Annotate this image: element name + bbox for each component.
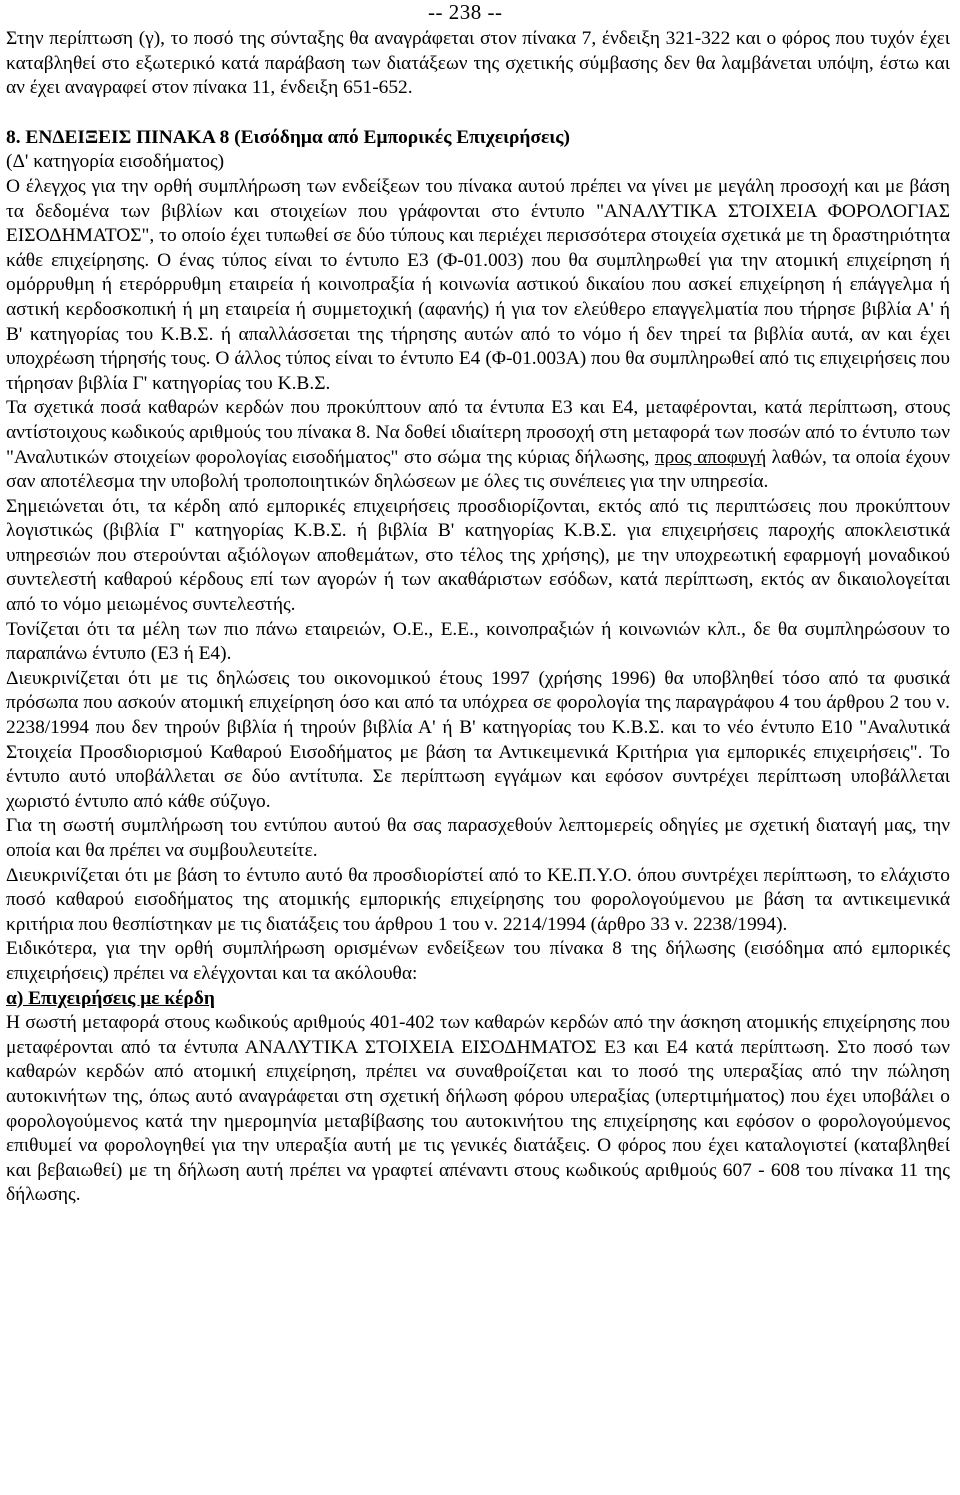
paragraph-specific-checks: Ειδικότερα, για την ορθή συμπλήρωση ορισμένων ενδείξεων του πίνακα 8 της δήλωσης (εισόδημα από εμπορικές επιχειρήσεις) πρέπει να ελέγχονται και τα ακόλουθα:: [6, 938, 950, 984]
subsection-heading-profits: α) Επιχειρήσεις με κέρδη: [6, 987, 215, 1009]
paragraph-transfer-amounts-start: Τα σχετικά ποσά καθαρών κερδών που προκύπτουν από τα έντυπα Ε3 και Ε4, μεταφέρονται, κατά περίπτωση, στους αντίστοιχους κωδικούς αριθμούς του πίνακα 8. Να δοθεί ιδιαίτερη προσοχή στη μεταφορά των ποσών από το έντυπο των "Αναλυτικών στοιχείων φορολογίας εισοδήματος" στο σώμα της κύριας δήλωσης,: [6, 397, 950, 468]
paragraph-pension-case: Στην περίπτωση (γ), το ποσό της σύνταξης θα αναγράφεται στον πίνακα 7, ένδειξη 321-322 και ο φόρος που τυχόν έχει καταβληθεί στο εξωτερικό κατά παράβαση των διατάξεων της σχετικής σύμβασης δεν θα λαμβάνεται υπόψη, έστω και αν έχει αναγραφεί στον πίνακα 11, ένδειξη 651-652.: [6, 28, 950, 99]
paragraph-transfer-amounts-end: λαθών, τα οποία έχουν σαν αποτέλεσμα την υποβολή τροποποιητικών δηλώσεων με όλες τις συνέπειες για την υπηρεσία.: [6, 446, 950, 493]
document-body: [6, 27, 950, 1208]
paragraph-income-category: (Δ' κατηγορία εισοδήματος): [6, 151, 225, 173]
underlined-phrase: προς αποφυγή: [654, 446, 767, 468]
paragraph-detailed-instructions: Για τη σωστή συμπλήρωση του εντύπου αυτού θα σας παρασχεθούν λεπτομερείς οδηγίες με σχετική διαταγή μας, την οποία και θα πρέπει να συμβουλευτείτε.: [6, 815, 950, 861]
paragraph-kepyo-determination: Διευκρινίζεται ότι με βάση το έντυπο αυτό θα προσδιορίστεί από το ΚΕ.Π.Υ.Ο. όπου συντρέχει περίπτωση, το ελάχιστο ποσό καθαρού εισοδήματος της ατομικής εμπορικής επιχείρησης του φορολογούμενου με βάση τα αντικειμενικά κριτήρια που θεσπίστηκαν με τις διατάξεις του άρθρου 1 του ν. 2214/1994 (άρθρο 33 ν. 2238/1994).: [6, 864, 950, 935]
paragraph-control-instructions: Ο έλεγχος για την ορθή συμπλήρωση των ενδείξεων του πίνακα αυτού πρέπει να γίνει με μεγάλη προσοχή και με βάση τα δεδομένα των βιβλίων και στοιχείων που γράφονται στο έντυπο "ΑΝΑΛΥΤΙΚΑ ΣΤΟΙΧΕΙΑ ΦΟΡΟΛΟΓΙΑΣ ΕΙΣΟΔΗΜΑΤΟΣ", το οποίο έχει τυπωθεί σε δύο τύπους και περιέχει περισσότερα στοιχεία σχετικά με τη δραστηριότητα κάθε επιχείρησης. Ο ένας τύπος είναι το έντυπο Ε3 (Φ-01.003) που θα συμπληρωθεί για την ατομική επιχείρηση ή ομόρρυθμη ή ετερόρρυθμη εταιρεία ή κοινοπραξία ή κοινωνία αστικού δικαίου που ασκεί επιχείρηση ή επάγγελμα ή αστική κερδοσκοπική ή μη εταιρεία ή συμμετοχική (αφανής) ή για τον ελεύθερο επαγγελματία που τήρησε βιβλία Α' ή Β' κατηγορίας του Κ.Β.Σ. ή απαλλάσσεται της τήρησης αυτών από το νόμο ή δεν τηρεί τα βιβλία αυτά, αν και έχει υποχρέωση τήρησής τους. Ο άλλος τύπος είναι το έντυπο Ε4 (Φ-01.003Α) που θα συμπληρωθεί από τις επιχειρήσεις που τήρησαν βιβλία Γ' κατηγορίας του Κ.Β.Σ.: [6, 175, 950, 394]
page-number: -- 238 --: [428, 0, 503, 24]
paragraph-form-e10: Διευκρινίζεται ότι με τις δηλώσεις του οικονομικού έτους 1997 (χρήσης 1996) θα υποβληθεί τόσο από τα φυσικά πρόσωπα που ασκούν ατομική επιχείρηση όσο και από τα υπόχρεα σε φορολογία της παραγράφου 4 του άρθρου 2 του ν. 2238/1994 που δεν τηρούν βιβλία ή τηρούν βιβλία Α' ή Β' κατηγορίας του Κ.Β.Σ. και το νέο έντυπο Ε10 "Αναλυτικά Στοιχεία Προσδιορισμού Καθαρού Εισοδήματος με βάση τα Αντικειμενικά Κριτήρια για εμπορικές επιχειρήσεις". Το έντυπο αυτό υποβάλλεται σε δύο αντίτυπα. Σε περίπτωση εγγάμων και εφόσον συντρέχει περίπτωση υποβάλλεται χωριστό έντυπο από κάθε σύζυγο.: [6, 667, 950, 812]
paragraph-transfer-amounts: [6, 396, 950, 494]
section-heading-table-8: 8. ΕΝΔΕΙΞΕΙΣ ΠΙΝΑΚΑ 8 (Εισόδημα από Εμπορικές Επιχειρήσεις): [6, 126, 570, 148]
paragraph-profit-determination: Σημειώνεται ότι, τα κέρδη από εμπορικές επιχειρήσεις προσδιορίζονται, εκτός από τις περιπτώσεις που προκύπτουν λογιστικώς (βιβλία Γ' κατηγορίας Κ.Β.Σ. ή βιβλία Β' κατηγορίας Κ.Β.Σ. για επιχειρήσεις παροχής αποκλειστικά υπηρεσιών που στερούνται αξιόλογων αποθεμάτων, στο τέλος της χρήσης), με την υποχρεωτική εφαρμογή μοναδικού συντελεστή καθαρού κέρδους επί των αγορών ή των ακαθάριστων εσόδων, κατά περίπτωση, εκτός αν δικαιολογείται από το νόμο μειωμένος συντελεστής.: [6, 495, 950, 616]
paragraph-profit-codes: Η σωστή μεταφορά στους κωδικούς αριθμούς 401-402 των καθαρών κερδών από την άσκηση ατομικής επιχείρησης που μεταφέρονται από τα έντυπα ΑΝΑΛΥΤΙΚΑ ΣΤΟΙΧΕΙΑ ΕΙΣΟΔΗΜΑΤΟΣ Ε3 και Ε4 κατά περίπτωση. Στο ποσό των καθαρών κερδών από ατομική επιχείρηση, πρέπει να συναθροίζεται και το ποσό της υπεραξίας από την πώληση αυτοκινήτων της, όπως αυτό αναγράφεται στη σχετική δήλωση φόρου υπεραξίας (υπερτιμήματος) που έχει υποβάλει ο φορολογούμενος κατά την ημερομηνία μεταβίβασης του αυτοκινήτου της επιχείρησης και εφόσον ο φορολογούμενος επιθυμεί να φορολογηθεί για την υπεραξία αυτή με τις γενικές διατάξεις. Ο φόρος που έχει καταλογιστεί (καταβληθεί και βεβαιωθεί) με τη δήλωση αυτή πρέπει να γραφτεί απέναντι στους κωδικούς αριθμούς 607 - 608 του πίνακα 11 της δήλωσης.: [6, 1012, 950, 1206]
paragraph-company-members: Τονίζεται ότι τα μέλη των πιο πάνω εταιρειών, Ο.Ε., Ε.Ε., κοινοπραξιών ή κοινωνιών κλπ., δε θα συμπληρώσουν το παραπάνω έντυπο (Ε3 ή Ε4).: [6, 618, 950, 665]
